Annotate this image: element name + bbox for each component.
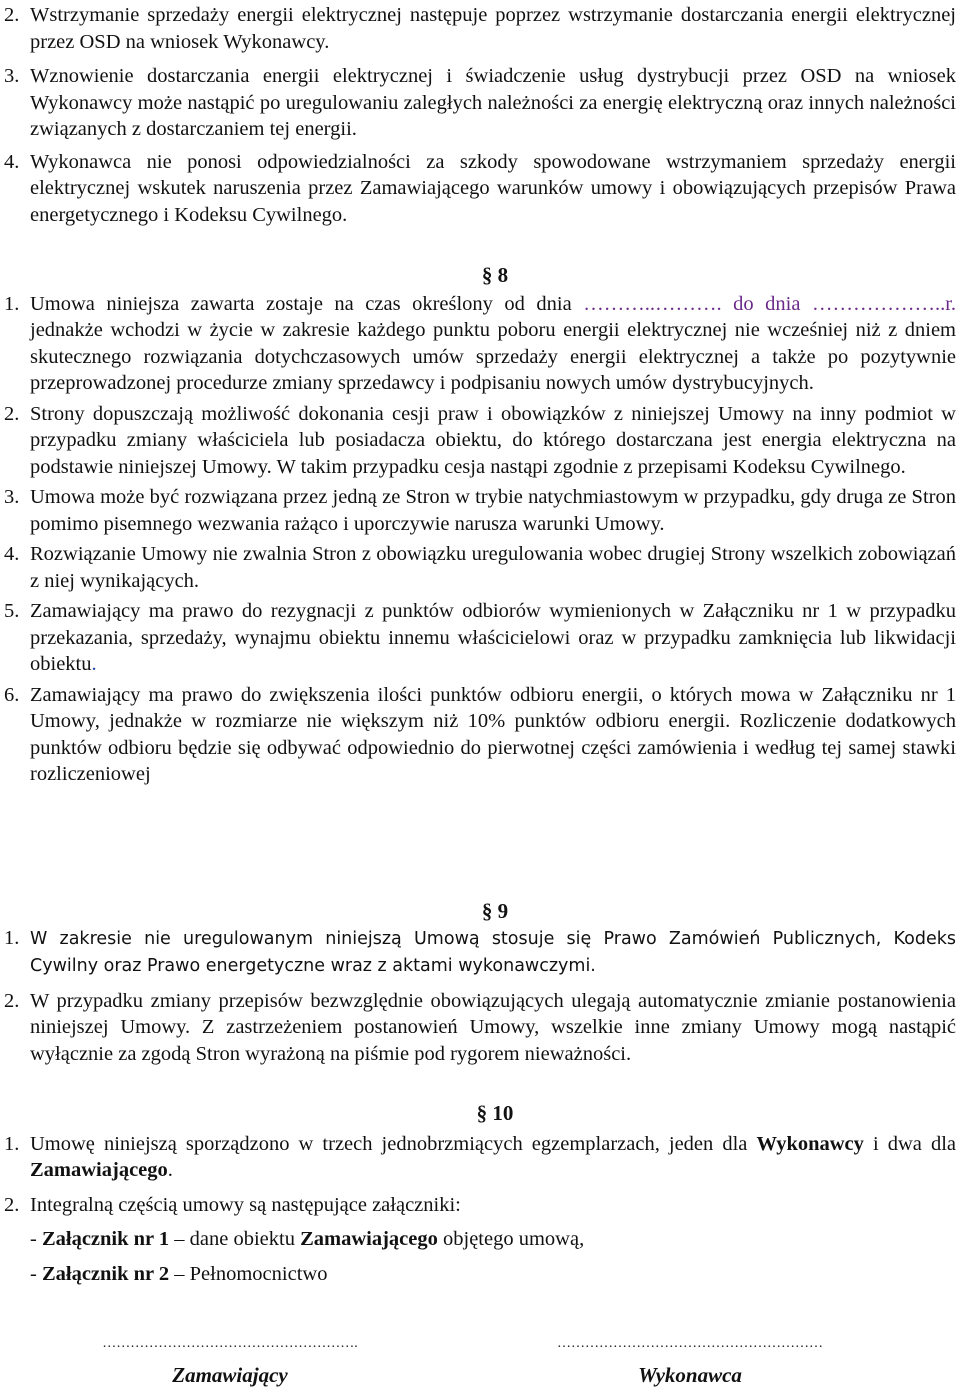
signature-client [30,1336,430,1389]
signature-line: ………………………………………………… [557,1336,823,1351]
section-heading: § 10 [476,1101,514,1125]
paragraph-number: 3. [4,65,20,87]
attachment-text: – Pełnomocnictwo [169,1262,328,1285]
paragraph-text: Wykonawca nie ponosi odpowiedzialności za szkody spowodowane wstrzymaniem sprzedaży energii elektrycznej wskutek naruszenia przez Zamawiającego warunków umowy i obowiązujących przepisów Prawa energetycznego i Kodeksu Cywilnego. [30,150,956,226]
section-8 [0,262,960,788]
attachment-1 [0,1226,960,1253]
paragraph-number: 4. [4,150,20,173]
date-from-placeholder: ………..………. [583,292,722,315]
paragraph-text: Strony dopuszczają możliwość dokonania cesji praw i obowiązków z niniejszej Umowy na inny podmiot w przypadku zmiany właściciela lub posiadacza obiektu, do którego dostarczana jest energia elektryczna na podstawie niniejszej Umowy. W takim przypadku cesja nastąpi zgodnie z przepisami Kodeksu Cywilnego. [30,402,956,478]
s8-paragraph-5 [0,598,960,678]
section-9 [0,898,960,1067]
paragraph-number: 3. [4,486,20,508]
s8-paragraph-2 [0,401,960,481]
signature-line: ………………………………………………. [102,1336,358,1351]
paragraph-text: Integralną częścią umowy są następujące załączniki: [30,1193,461,1216]
s9-paragraph-2 [0,988,960,1068]
section-heading: § 9 [481,899,509,923]
date-to-label: do dnia [733,292,812,315]
party-contractor: Wykonawcy [756,1132,864,1155]
attachment-label: Załącznik nr 1 [41,1228,170,1250]
s8-paragraph-6 [0,682,960,788]
paragraph-number: 2. [4,402,20,425]
paragraph-text: Umowę niniejszą sporządzono w trzech jednobrzmiących egzemplarzach, jeden dla [30,1132,757,1155]
top-section [0,2,960,228]
paragraph-number: 2. [4,4,20,26]
paragraph-2 [0,2,960,55]
paragraph-text: Umowa może być rozwiązana przez jedną ze Stron w trybie natychmiastowym w przypadku, gdy druga ze Stron pomimo pisemnego wezwania rażąco i uporczywie narusza warunki Umowy. [30,486,956,535]
paragraph-text: Wznowienie dostarczania energii elektrycznej i świadczenie usług dystrybucji przez OSD na wniosek Wykonawcy może nastąpić po uregulowaniu zaległych należności za energię elektryczną oraz innych należności związanych z dostarczaniem tej energii. [30,65,956,140]
paragraph-text: Rozwiązanie Umowy nie zwalnia Stron z obowiązku uregulowania wobec drugiej Strony wszelkich zobowiązań z niej wynikających. [30,543,956,592]
section-10 [0,1100,960,1287]
s8-paragraph-3 [0,484,960,537]
signature-role: Wykonawca [638,1363,742,1387]
paragraph-text: W przypadku zmiany przepisów bezwzględnie obowiązujących ulegają automatycznie zmianie postanowienia niniejszej Umowy. Z zastrzeżeniem postanowień Umowy, wszelkie inne zmiany Umowy mogą nastąpić wyłącznie za zgodą Stron wyrażoną na piśmie pod rygorem nieważności. [30,989,956,1065]
attachment-text: objętego umową, [437,1228,585,1250]
s10-paragraph-2 [0,1192,960,1219]
paragraph-text: Umowa niniejsza zawarta zostaje na czas określony od dnia [30,292,584,315]
paragraph-number: 1. [4,292,20,315]
date-to-placeholder: ………………..r. [811,292,957,315]
paragraph-number: 5. [4,600,20,622]
paragraph-text: . [167,1159,173,1181]
paragraph-text: Wstrzymanie sprzedaży energii elektrycznej następuje poprzez wstrzymanie dostarczania energii elektrycznej przez OSD na wniosek Wykonawcy. [30,4,956,53]
paragraph-tail: . [91,653,97,675]
paragraph-number: 6. [4,683,20,706]
paragraph-number: 1. [4,1132,20,1155]
s10-paragraph-1 [0,1131,960,1184]
paragraph-text: Zamawiający ma prawo do zwiększenia ilości punktów odbioru energii, o których mowa w Załączniku nr 1 Umowy, jednakże w rozmiarze nie większym niż 10% punktów odbioru energii. Rozliczenie dodatkowych punktów odbioru będzie się odbywać odpowiednio do pierwotnej części zamówienia i według tej samej stawki rozliczeniowej [30,683,956,785]
signature-role: Zamawiający [172,1363,288,1387]
paragraph-number: 2. [4,1193,20,1216]
s9-paragraph-1 [0,925,960,980]
attachment-label: Załącznik nr 2 [41,1262,170,1285]
attachment-dash: - [30,1262,42,1285]
party-client: Zamawiającego [30,1159,168,1181]
paragraph-number: 1. [4,926,20,949]
s8-paragraph-4 [0,541,960,594]
paragraph-text: Zamawiający ma prawo do rezygnacji z punktów odbiorów wymienionych w Załączniku nr 1 w przypadku przekazania, sprzedaży, wynajmu obiektu innemu właścicielowi oraz w przypadku zamknięcia lub likwidacji obiektu [30,600,956,675]
paragraph-number: 4. [4,543,20,565]
attachment-2 [0,1261,960,1288]
paragraph-text: jednakże wchodzi w życie w zakresie każdego punktu poboru energii elektrycznej nie wcześniej niż z dniem skutecznego rozwiązania dotychczasowych umów sprzedaży energii elektrycznej a także po pozytywnie przeprowadzonej procedurze zmiany sprzedawcy i podpisaniu nowych umów dystrybucyjnych. [30,319,956,394]
paragraph-4 [0,149,960,229]
signature-contractor [490,1336,890,1389]
s8-paragraph-1 [0,291,960,397]
paragraph-text: i dwa dla [863,1132,956,1155]
party-client: Zamawiającego [300,1228,438,1250]
paragraph-text: W zakresie nie uregulowanym niniejszą Umową stosuje się Prawo Zamówień Publicznych, Kodeks Cywilny oraz Prawo energetyczne wraz z aktami wykonawczymi. [30,928,956,976]
section-heading: § 8 [481,263,509,287]
attachment-dash: - [30,1228,42,1250]
paragraph-number: 2. [4,989,20,1012]
paragraph-3 [0,63,960,143]
attachment-text: – dane obiektu [169,1228,301,1250]
